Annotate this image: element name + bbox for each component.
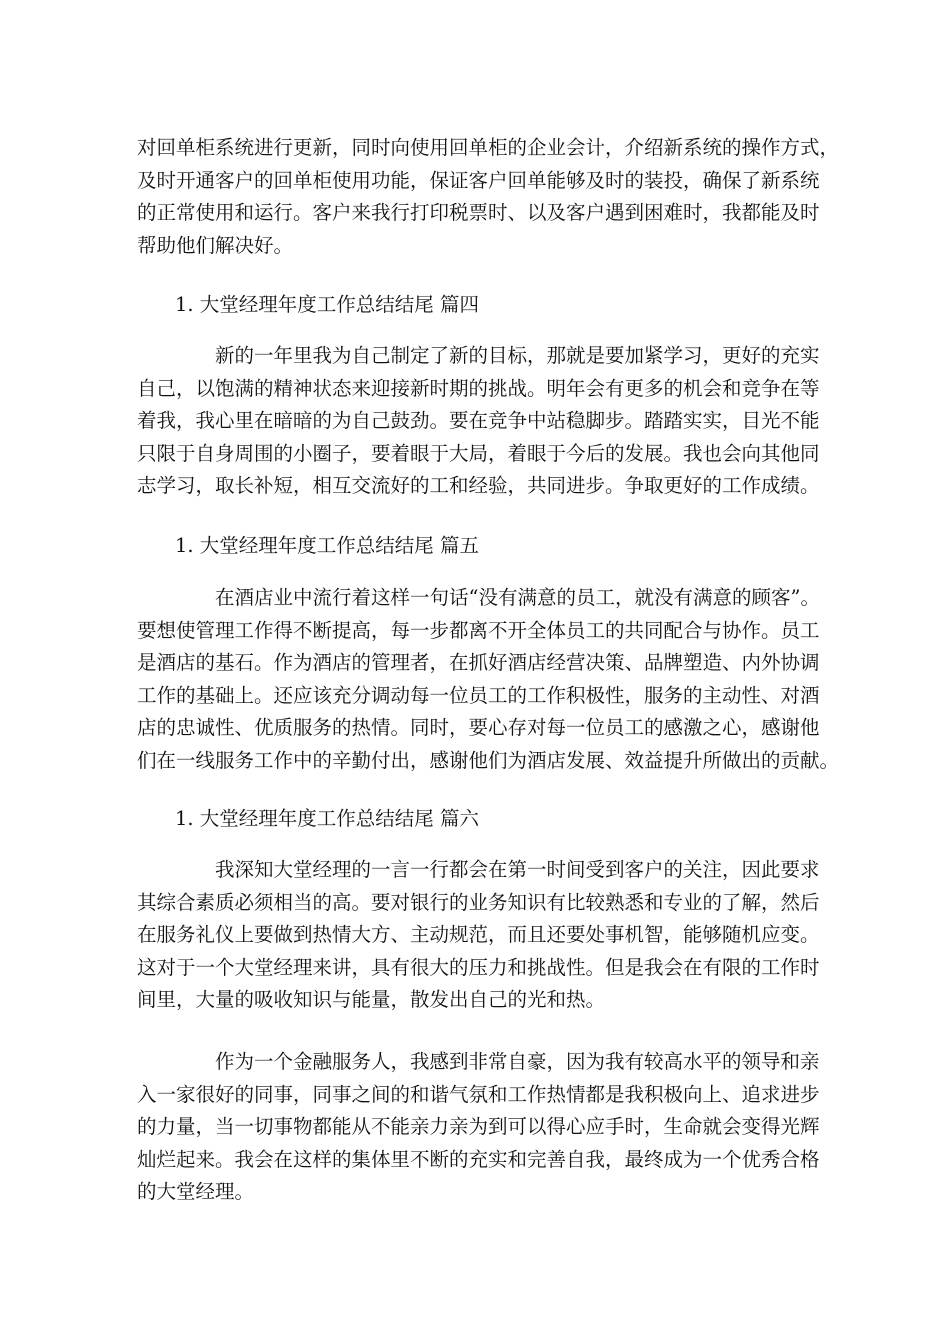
text-line: 的正常使用和运行。客户来我行打印税票时、以及客户遇到困难时，我都能及时 <box>137 201 820 224</box>
text-line: 是酒店的基石。作为酒店的管理者，在抓好酒店经营决策、品牌塑造、内外协调 <box>137 651 820 674</box>
paragraph-section-6b <box>137 1046 827 1209</box>
text-line: 着我，我心里在暗暗的为自己鼓劲。要在竞争中站稳脚步。踏踏实实，目光不能 <box>137 409 820 432</box>
text-line: 自己，以饱满的精神状态来迎接新时期的挑战。明年会有更多的机会和竞争在等 <box>137 376 820 400</box>
section-heading-5: 1. 大堂经理年度工作总结结尾 篇五 <box>175 534 480 557</box>
text-line: 我深知大堂经理的一言一行都会在第一时间受到客户的关注，因此要求 <box>215 858 820 881</box>
text-line: 及时开通客户的回单柜使用功能，保证客户回单能够及时的装投，确保了新系统 <box>137 168 820 192</box>
text-line: 在酒店业中流行着这样一句话“没有满意的员工，就没有满意的顾客”。 <box>215 586 820 609</box>
text-line: 帮助他们解决好。 <box>137 233 294 257</box>
text-line: 新的一年里我为自己制定了新的目标，那就是要加紧学习，更好的充实 <box>215 344 820 367</box>
paragraph-section-4 <box>137 340 827 503</box>
section-heading-6: 1. 大堂经理年度工作总结结尾 篇六 <box>175 807 480 830</box>
text-line: 其综合素质必须相当的高。要对银行的业务知识有比较熟悉和专业的了解，然后 <box>137 890 820 914</box>
paragraph-section-5 <box>137 582 840 777</box>
text-line: 在服务礼仪上要做到热情大方、主动规范，而且还要处事机智，能够随机应变。 <box>137 923 820 946</box>
text-line: 入一家很好的同事，同事之间的和谐气氛和工作热情都是我积极向上、追求进步 <box>137 1082 820 1106</box>
text-line: 灿烂起来。我会在这样的集体里不断的充实和完善自我，最终成为一个优秀合格 <box>137 1147 820 1171</box>
text-line: 对回单柜系统进行更新，同时向使用回单柜的企业会计，介绍新系统的操作方式， <box>137 136 840 159</box>
text-line: 的大堂经理。 <box>137 1180 255 1203</box>
text-line: 要想使管理工作得不断提高，每一步都离不开全体员工的共同配合与协作。员工 <box>137 618 820 642</box>
text-line: 店的忠诚性、优质服务的热情。同时，要心存对每一位员工的感激之心，感谢他 <box>137 716 820 739</box>
text-line: 工作的基础上。还应该充分调动每一位员工的工作积极性，服务的主动性、对酒 <box>137 683 820 707</box>
text-line: 的力量，当一切事物都能从不能亲力亲为到可以得心应手时，生命就会变得光辉 <box>137 1115 820 1138</box>
text-line: 作为一个金融服务人，我感到非常自豪，因为我有较高水平的领导和亲 <box>215 1050 820 1073</box>
paragraph-section-6a <box>137 854 827 1017</box>
text-line: 们在一线服务工作中的辛勤付出，感谢他们为酒店发展、效益提升所做出的贡献。 <box>137 748 840 772</box>
section-heading-4: 1. 大堂经理年度工作总结结尾 篇四 <box>175 293 480 316</box>
text-line: 间里，大量的吸收知识与能量，散发出自己的光和热。 <box>137 988 606 1011</box>
text-line: 志学习，取长补短，相互交流好的工和经验，共同进步。争取更好的工作成绩。 <box>137 474 820 497</box>
text-line: 只限于自身周围的小圈子，要着眼于大局，着眼于今后的发展。我也会向其他同 <box>137 441 820 465</box>
text-line: 这对于一个大堂经理来讲，具有很大的压力和挑战性。但是我会在有限的工作时 <box>137 955 820 979</box>
paragraph-intro <box>137 132 840 262</box>
